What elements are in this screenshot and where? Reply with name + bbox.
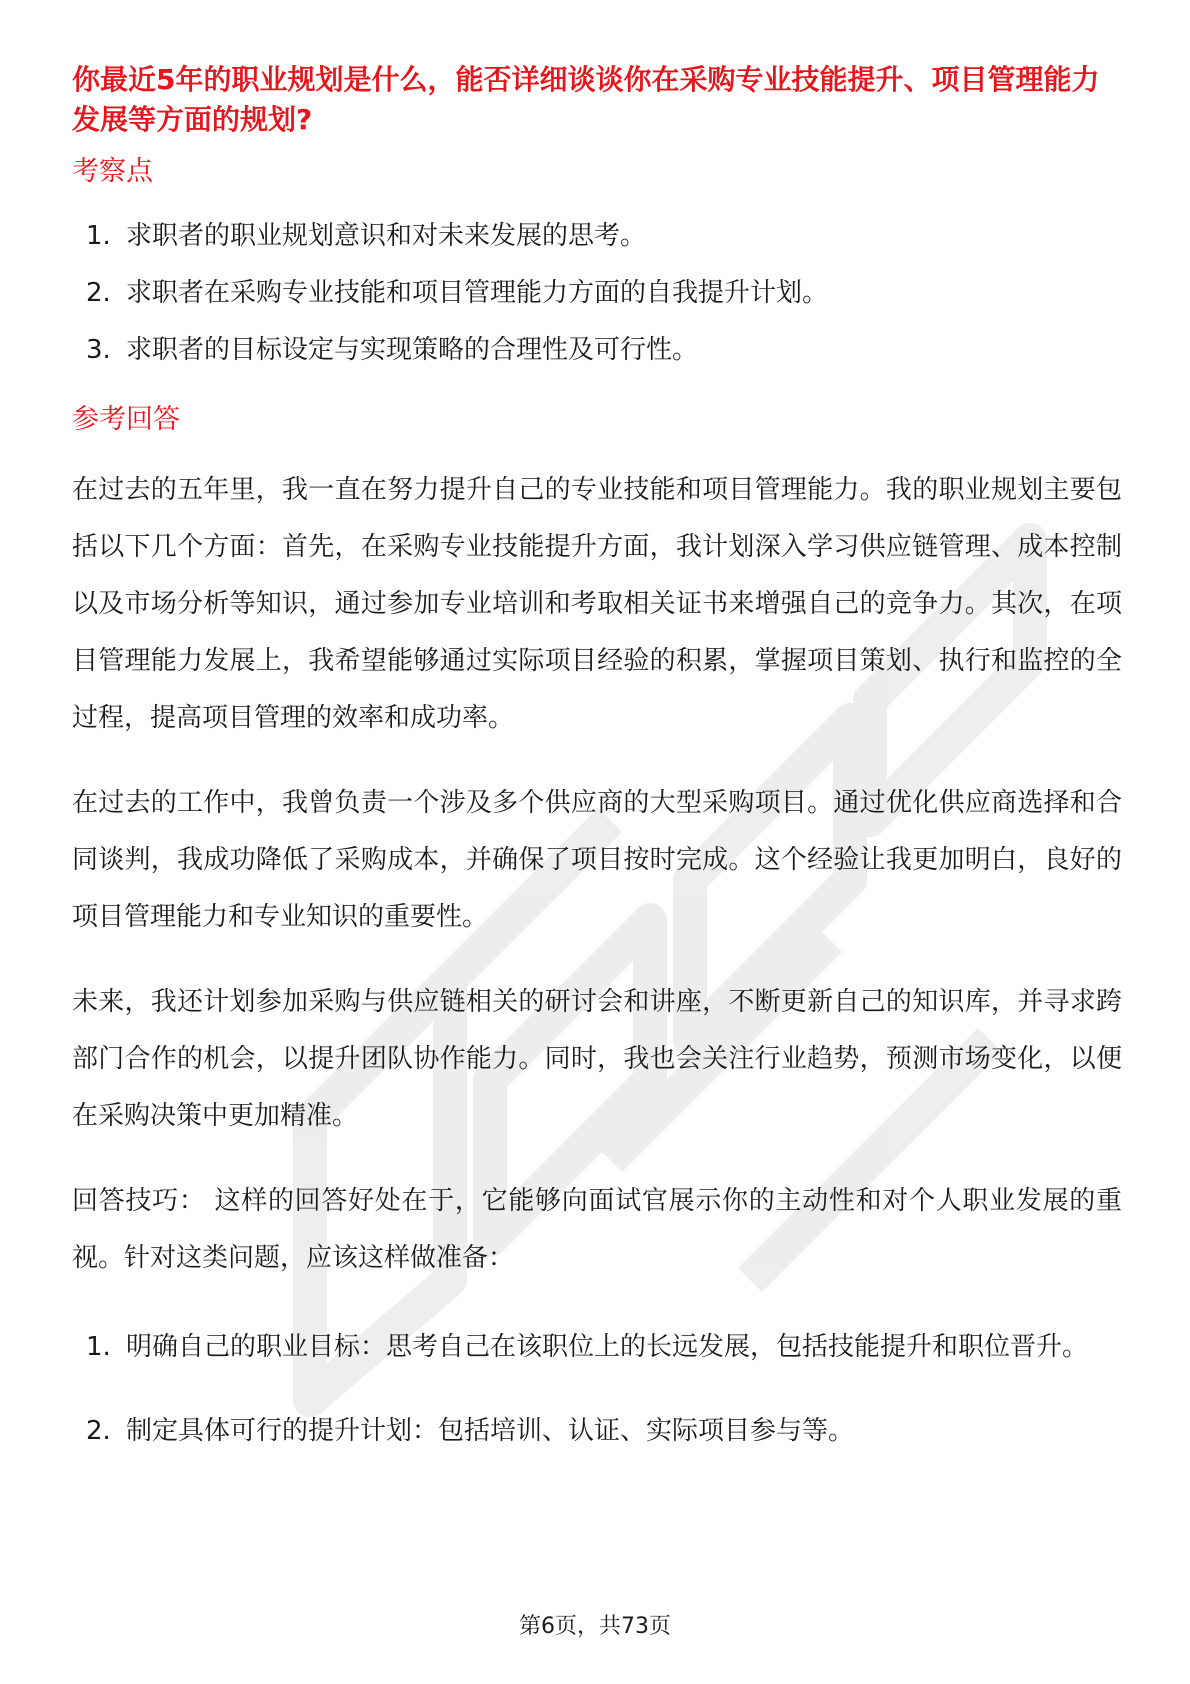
focus-heading: 考察点 [72,156,153,187]
answer-paragraph: 未来，我还计划参加采购与供应链相关的研讨会和讲座，不断更新自己的知识库，并寻求跨部门合作的机会，以提升团队协作能力。同时，我也会关注行业趋势，预测市场变化，以便在采购决策中更加精准。 [72,987,1122,1131]
list-item [72,330,1122,370]
list-item [72,1319,1122,1376]
list-text: 求职者在采购专业技能和项目管理能力方面的自我提升计划。 [126,278,829,308]
list-number: 1. [86,221,111,251]
answer-heading: 参考回答 [72,404,180,435]
list-number: 3. [86,335,111,365]
list-text: 求职者的职业规划意识和对未来发展的思考。 [126,221,647,251]
question-title: 你最近5年的职业规划是什么，能否详细谈谈你在采购专业技能提升、项目管理能力发展等方面的规划? [72,63,1100,136]
document-page [72,60,1122,1487]
tips-list [72,1319,1122,1460]
answer-paragraph: 在过去的工作中，我曾负责一个涉及多个供应商的大型采购项目。通过优化供应商选择和合同谈判，我成功降低了采购成本，并确保了项目按时完成。这个经验让我更加明白，良好的项目管理能力和专业知识的重要性。 [72,788,1122,932]
focus-points-list [72,216,1122,370]
list-number: 2. [86,1416,111,1446]
list-text: 求职者的目标设定与实现策略的合理性及可行性。 [126,335,699,365]
list-item [72,1403,1122,1460]
list-item [72,216,1122,256]
list-text: 明确自己的职业目标：思考自己在该职位上的长远发展，包括技能提升和职位晋升。 [126,1332,1089,1362]
list-item [72,273,1122,313]
list-text: 制定具体可行的提升计划：包括培训、认证、实际项目参与等。 [126,1416,855,1446]
list-number: 1. [86,1332,111,1362]
list-number: 2. [86,278,111,308]
page-number-footer: 第6页，共73页 [519,1614,671,1639]
answer-paragraph: 在过去的五年里，我一直在努力提升自己的专业技能和项目管理能力。我的职业规划主要包括以下几个方面：首先，在采购专业技能提升方面，我计划深入学习供应链管理、成本控制以及市场分析等知识，通过参加专业培训和考取相关证书来增强自己的竞争力。其次，在项目管理能力发展上，我希望能够通过实际项目经验的积累，掌握项目策划、执行和监控的全过程，提高项目管理的效率和成功率。 [72,475,1122,733]
answer-tips-intro: 回答技巧： 这样的回答好处在于，它能够向面试官展示你的主动性和对个人职业发展的重视。针对这类问题，应该这样做准备： [72,1186,1122,1273]
